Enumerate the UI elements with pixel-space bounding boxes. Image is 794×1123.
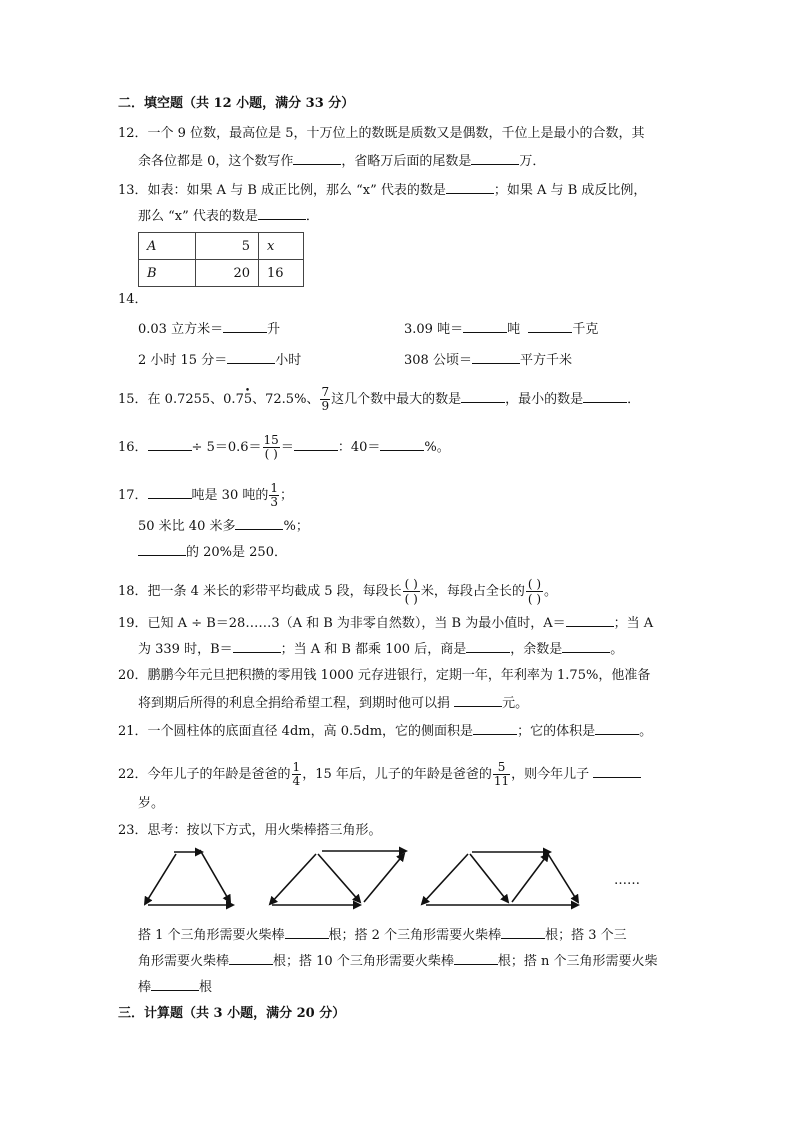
q13-cell-b-v2: 16: [259, 260, 304, 287]
q17-text-a: 吨是 30 吨的: [191, 488, 269, 503]
q17-line1: [118, 482, 293, 509]
q22-text-a: 22．今年儿子的年龄是爸爸的: [118, 767, 291, 782]
q16-text-d: %。: [424, 440, 450, 455]
q16-fraction: $\frac{15}{( )}$: [263, 433, 279, 461]
q16-text-b: ＝: [280, 440, 294, 455]
q17-text-c: 50 米比 40 米多: [138, 519, 236, 534]
q16-text-a: ÷ 5＝0.6＝: [191, 440, 262, 455]
q13-cell-b-v1: 20: [196, 260, 259, 287]
q15-blank-2[interactable]: [583, 390, 627, 403]
q13-line1: [118, 181, 646, 199]
section-2-title: 二．填空题（共 12 小题，满分 33 分）: [118, 96, 355, 111]
q17-line3: [138, 543, 287, 561]
q23-text-g: 棒: [138, 980, 152, 995]
table-row: [139, 260, 304, 287]
q14-d-unit: 平方千米: [519, 353, 572, 368]
q19-text-a: 19．已知 A ÷ B＝28……3（A 和 B 为非零自然数），当 B 为最小值时，A＝: [118, 616, 566, 631]
q22-blank-1[interactable]: [593, 765, 641, 778]
q16-blank-2[interactable]: [294, 438, 338, 451]
q14-d-text: 308 公顷＝: [404, 353, 472, 368]
q23-line2: [138, 952, 657, 970]
q19-blank-3[interactable]: [466, 640, 510, 653]
q23-text-a: 搭 1 个三角形需要火柴棒: [138, 928, 285, 943]
q12-line1: 12．一个 9 位数，最高位是 5，十万位上的数既是质数又是偶数，千位上是最小的合数，其: [118, 126, 645, 141]
stick-3a: [422, 854, 468, 904]
q12-line2: [138, 152, 545, 170]
q19-blank-1[interactable]: [566, 614, 614, 627]
q14-b-unit1: 吨: [507, 322, 521, 337]
q14-item-d: [404, 351, 572, 369]
q15-text-c: 这几个数中最大的数是: [331, 392, 462, 407]
q16-blank-3[interactable]: [380, 438, 424, 451]
matchstick-triangles-figure: [138, 840, 794, 916]
q14-blank-c[interactable]: [227, 351, 275, 364]
q18-text-b: 米，每段占全长的: [420, 584, 525, 599]
stick-3e: [548, 854, 578, 902]
q15-text-e: ．: [627, 392, 641, 407]
q19-text-f: 。: [610, 642, 624, 657]
q14-item-c: [138, 351, 301, 369]
q20-text-a: 将到期后所得的利息全捐给希望工程，到期时他可以捐: [138, 696, 451, 711]
q21-blank-2[interactable]: [595, 722, 639, 735]
q20-blank-1[interactable]: [454, 694, 502, 707]
q22-line1: [118, 761, 641, 788]
q22-fraction-2: $\frac{5}{11}$: [493, 760, 510, 788]
q15-repeating-digit: • 5: [244, 392, 252, 408]
q14-b-unit2: 千克: [572, 322, 599, 337]
q23-text-h: 根: [199, 980, 213, 995]
q16-blank-1[interactable]: [148, 438, 192, 451]
q18-text-c: 。: [544, 584, 558, 599]
q17-blank-3[interactable]: [138, 543, 186, 556]
q16-number: 16．: [118, 440, 148, 455]
q14-blank-b2[interactable]: [528, 320, 572, 333]
q23-text-e: 根；搭 10 个三角形需要火柴棒: [273, 954, 454, 969]
q18-fraction-1: ( ) ( ): [404, 577, 418, 606]
q13-cell-label-b: B: [139, 260, 196, 287]
q16-text-c: ：40＝: [337, 440, 381, 455]
q22-line2: 岁。: [138, 796, 165, 811]
q22-text-c: ，则今年儿子: [511, 767, 590, 782]
stick-2d: [364, 854, 404, 902]
q13-line2: [138, 207, 319, 225]
q19-blank-2[interactable]: [233, 640, 281, 653]
q23-text-b: 根；搭 2 个三角形需要火柴棒: [328, 928, 502, 943]
q12-blank-2[interactable]: [471, 152, 519, 165]
q17-number: 17．: [118, 488, 148, 503]
q13-blank-2[interactable]: [258, 207, 306, 220]
stick-1a: [145, 854, 176, 904]
q14-a-text: 0.03 立方米＝: [138, 322, 224, 337]
q19-text-d: ；当 A 和 B 都乘 100 后，商是: [280, 642, 467, 657]
q23-blank-2[interactable]: [501, 926, 545, 939]
q23-blank-3[interactable]: [229, 952, 273, 965]
q17-text-d: %；: [283, 519, 309, 534]
stick-3d: [512, 854, 548, 902]
q12-text-c: 万．: [519, 154, 546, 169]
q17-text-e: 的 20%是 250．: [186, 545, 287, 560]
q13-text-c: 那么 “x” 代表的数是: [138, 209, 258, 224]
q23-title: 23．思考：按以下方式，用火柴棒搭三角形。: [118, 823, 382, 838]
q13-text-a: 13．如表：如果 A 与 B 成正比例，那么 “x” 代表的数是: [118, 183, 446, 198]
q20-line1: 20．鹏鹏今年元旦把积攒的零用钱 1000 元存进银行，定期一年，年利率为 1.75%，他准备: [118, 668, 651, 683]
q17-line2: [138, 517, 309, 535]
stick-2c: [318, 854, 360, 902]
q15-text-b: 、72.5%、: [252, 392, 320, 407]
q12-text-b: ，省略万后面的尾数是: [341, 154, 472, 169]
q22-text-b: ，15 年后，儿子的年龄是爸爸的: [302, 767, 492, 782]
q14-item-b: [404, 320, 598, 338]
q23-text-d: 角形需要火柴棒: [138, 954, 230, 969]
q13-text-d: ．: [305, 209, 319, 224]
q14-b-text: 3.09 吨＝: [404, 322, 464, 337]
q17-text-b: ；: [280, 488, 294, 503]
stick-2a: [270, 854, 316, 904]
q12-text-a: 余各位都是 0，这个数写作: [138, 154, 294, 169]
q21-text-c: 。: [639, 724, 653, 739]
q21-text-b: ；它的体积是: [517, 724, 596, 739]
section-3-title: 三．计算题（共 3 小题，满分 20 分）: [118, 1006, 346, 1021]
stick-1c: [200, 850, 230, 902]
q15-blank-1[interactable]: [461, 390, 505, 403]
q22-fraction-1: $\frac{1}{4}$: [292, 760, 301, 788]
q13-table: [138, 232, 304, 287]
q13-text-b: ；如果 A 与 B 成反比例，: [493, 183, 647, 198]
q21-blank-1[interactable]: [473, 722, 517, 735]
q13-cell-a-v1: 5: [196, 233, 259, 260]
q23-blank-4[interactable]: [454, 952, 498, 965]
q23-text-c: 根；搭 3 个三: [545, 928, 627, 943]
q23-ellipsis: ……: [614, 873, 640, 888]
q19-blank-4[interactable]: [562, 640, 610, 653]
q19-line2: [138, 640, 623, 658]
q20-line2: [138, 694, 528, 712]
q14-c-text: 2 小时 15 分＝: [138, 353, 228, 368]
q14-a-unit: 升: [267, 322, 281, 337]
q16-line: [118, 434, 450, 461]
q21-text-a: 21．一个圆柱体的底面直径 4dm，高 0.5dm，它的侧面积是: [118, 724, 474, 739]
q14-blank-a[interactable]: [223, 320, 267, 333]
q18-text-a: 18．把一条 4 米长的彩带平均截成 5 段，每段长: [118, 584, 402, 599]
q23-line3: [138, 978, 212, 996]
q14-item-a: [138, 320, 280, 338]
q19-text-b: ；当 A: [613, 616, 654, 631]
q13-cell-a-v2: x: [259, 233, 304, 260]
table-row: [139, 233, 304, 260]
q18-fraction-2: ( ) ( ): [527, 577, 542, 606]
q23-blank-1[interactable]: [285, 926, 329, 939]
q15-line: [118, 386, 640, 413]
q21-line: [118, 722, 652, 740]
q14-blank-b1[interactable]: [463, 320, 507, 333]
q23-blank-5[interactable]: [151, 978, 199, 991]
q19-text-c: 为 339 时，B＝: [138, 642, 233, 657]
q17-blank-1[interactable]: [148, 486, 192, 499]
q15-fraction: $\frac{7}{9}$: [321, 385, 330, 413]
q13-blank-1[interactable]: [446, 181, 494, 194]
q15-text-d: ，最小的数是: [505, 392, 584, 407]
q18-line: [118, 577, 557, 606]
q19-line1: [118, 614, 653, 632]
q12-blank-1[interactable]: [293, 152, 341, 165]
q17-fraction: $\frac{1}{3}$: [270, 481, 278, 509]
q23-text-f: 根；搭 n 个三角形需要火柴: [497, 954, 658, 969]
stick-3c: [470, 854, 508, 902]
q14-blank-d[interactable]: [472, 351, 520, 364]
q19-text-e: ，余数是: [510, 642, 563, 657]
q14-c-unit: 小时: [275, 353, 302, 368]
q17-blank-2[interactable]: [235, 517, 283, 530]
q23-line1: [138, 926, 627, 944]
q15-text-a: 15．在 0.7255、0.7: [118, 392, 244, 407]
q13-cell-label-a: A: [139, 233, 196, 260]
q20-text-b: 元。: [502, 696, 529, 711]
q14-number: 14．: [118, 292, 148, 307]
